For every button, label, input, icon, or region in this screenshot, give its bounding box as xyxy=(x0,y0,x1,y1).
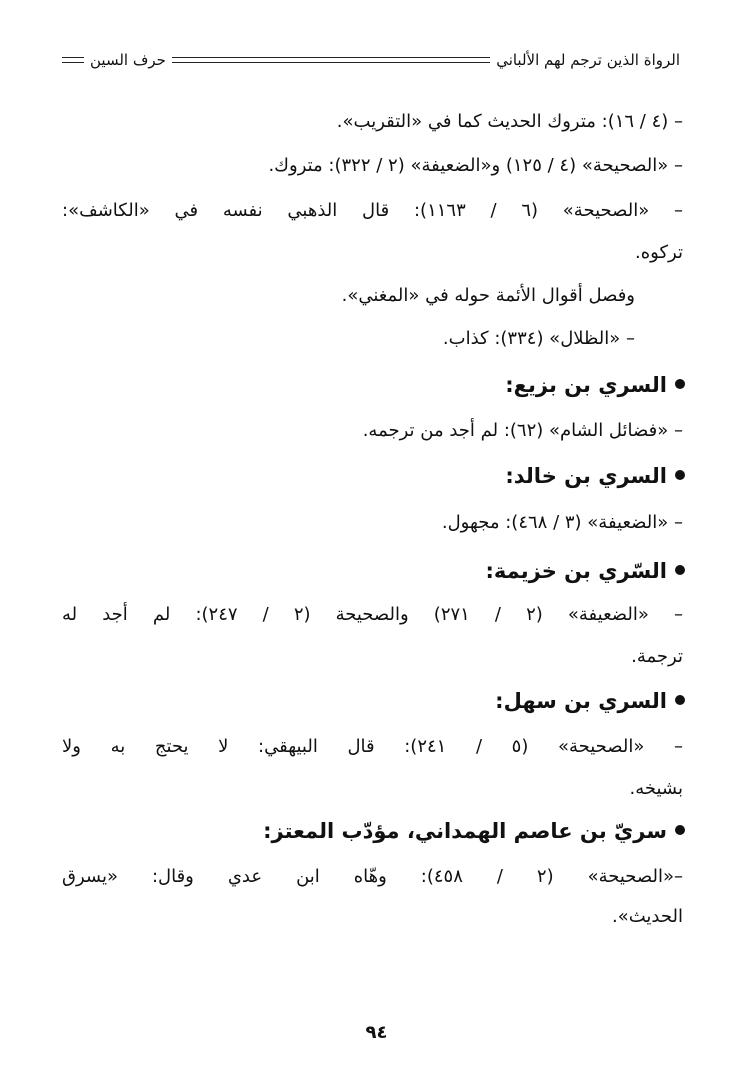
heading-text: السري بن سهل: xyxy=(495,689,667,713)
bullet-icon xyxy=(675,825,685,835)
heading-text: السري بن خالد: xyxy=(505,464,667,488)
text-line: وفصل أقوال الأئمة حوله في «المغني». xyxy=(341,285,635,306)
text-line: تركوه. xyxy=(635,242,683,263)
text-line: – «فضائل الشام» (٦٢): لم أجد من ترجمه. xyxy=(362,420,683,441)
heading-text: سريّ بن عاصم الهمداني، مؤدّب المعتز: xyxy=(263,819,667,843)
text-line: – «الضعيفة» (٣ / ٤٦٨): مجهول. xyxy=(441,512,683,533)
heading-text: السّري بن خزيمة: xyxy=(485,559,667,583)
narrator-heading xyxy=(486,555,685,587)
text-line: – «الضعيفة» (٢ / ٢٧١) والصحيحة (٢ / ٢٤٧): لم أجد له xyxy=(62,604,683,625)
text-line: – «الصحيحة» (٦ / ١١٦٣): قال الذهبي نفسه في «الكاشف»: xyxy=(62,200,684,221)
page-number: ٩٤ xyxy=(365,1022,388,1043)
bullet-icon xyxy=(675,565,685,575)
text-line: بشيخه. xyxy=(629,778,683,799)
text-line: – «الصحيحة» (٤ / ١٢٥) و«الضعيفة» (٢ / ٣٢٢): متروك. xyxy=(268,155,683,176)
bullet-icon xyxy=(675,470,685,480)
narrator-heading xyxy=(495,685,685,717)
header-rule xyxy=(172,57,490,63)
text-line: – (٤ / ١٦): متروك الحديث كما في «التقريب». xyxy=(336,111,683,132)
section-title: حرف السين xyxy=(90,51,166,69)
book-title: الرواة الذين ترجم لهم الألباني xyxy=(496,51,680,69)
header-end-rule xyxy=(62,57,84,63)
bullet-icon xyxy=(675,379,685,389)
text-line: –«الصحيحة» (٢ / ٤٥٨): وهّاه ابن عدي وقال: «يسرق xyxy=(62,866,684,887)
text-line: الحديث». xyxy=(612,906,683,927)
narrator-heading xyxy=(263,815,685,847)
text-line: ترجمة. xyxy=(631,646,683,667)
narrator-heading xyxy=(505,460,685,492)
bullet-icon xyxy=(675,695,685,705)
narrator-heading xyxy=(505,369,685,401)
text-line: – «الظلال» (٣٣٤): كذاب. xyxy=(442,328,635,349)
heading-text: السري بن بزيع: xyxy=(505,373,667,397)
running-header xyxy=(62,47,680,73)
text-line: – «الصحيحة» (٥ / ٢٤١): قال البيهقي: لا يحتج به ولا xyxy=(62,736,684,757)
